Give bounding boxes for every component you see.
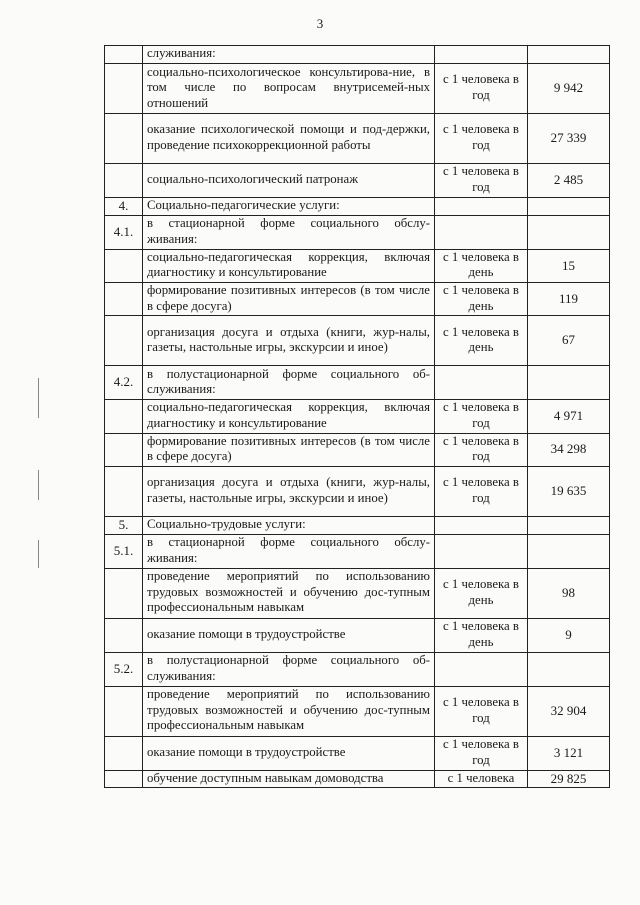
table-row [105, 686, 610, 736]
unit-cell: с 1 человека в день [435, 283, 528, 316]
table-row [105, 164, 610, 198]
service-name-cell: в полустационарной форме социального об-служивания: [143, 652, 435, 686]
service-name-cell: Социально-трудовые услуги: [143, 516, 435, 534]
row-number-cell [105, 466, 143, 516]
service-name-cell: в стационарной форме социального обслу-живания: [143, 534, 435, 568]
service-name-cell: оказание психологической помощи и под-держки, проведение психокоррекционной работы [143, 114, 435, 164]
unit-cell: с 1 человека в год [435, 433, 528, 466]
tariff-value-cell: 9 942 [528, 64, 610, 114]
table-row [105, 652, 610, 686]
row-number-cell: 4.1. [105, 215, 143, 249]
unit-cell: с 1 человека в год [435, 400, 528, 433]
tariff-value-cell: 2 485 [528, 164, 610, 198]
unit-cell: с 1 человека [435, 770, 528, 788]
row-number-cell [105, 568, 143, 618]
service-name-cell: оказание помощи в трудоустройстве [143, 618, 435, 652]
tariff-value-cell: 3 121 [528, 736, 610, 770]
table-row [105, 283, 610, 316]
service-name-cell: социально-педагогическая коррекция, включая диагностику и консультирование [143, 249, 435, 282]
unit-cell: с 1 человека в год [435, 64, 528, 114]
row-number-cell: 5. [105, 516, 143, 534]
row-number-cell [105, 736, 143, 770]
unit-cell [435, 366, 528, 400]
tariff-value-cell [528, 46, 610, 64]
table-row [105, 400, 610, 433]
row-number-cell: 4.2. [105, 366, 143, 400]
unit-cell [435, 652, 528, 686]
service-name-cell: формирование позитивных интересов (в том числе в сфере досуга) [143, 433, 435, 466]
table-row [105, 215, 610, 249]
table-row [105, 433, 610, 466]
tariff-value-cell: 9 [528, 618, 610, 652]
row-number-cell [105, 400, 143, 433]
row-number-cell [105, 618, 143, 652]
tariff-value-cell: 29 825 [528, 770, 610, 788]
unit-cell: с 1 человека в год [435, 686, 528, 736]
tariff-value-cell: 34 298 [528, 433, 610, 466]
table-row [105, 770, 610, 788]
tariff-value-cell: 67 [528, 316, 610, 366]
row-number-cell [105, 686, 143, 736]
row-number-cell [105, 249, 143, 282]
table-row [105, 534, 610, 568]
tariff-value-cell [528, 534, 610, 568]
service-name-cell: социально-психологическое консультирова-ние, в том числе по вопросам внутрисемей-ных отношений [143, 64, 435, 114]
table-row [105, 64, 610, 114]
row-number-cell [105, 164, 143, 198]
service-name-cell: Социально-педагогические услуги: [143, 198, 435, 216]
unit-cell: с 1 человека в год [435, 164, 528, 198]
row-number-cell [105, 114, 143, 164]
unit-cell: с 1 человека в год [435, 466, 528, 516]
unit-cell [435, 534, 528, 568]
service-name-cell: социально-психологический патронаж [143, 164, 435, 198]
table-body [105, 46, 610, 788]
unit-cell: с 1 человека в год [435, 114, 528, 164]
unit-cell [435, 46, 528, 64]
unit-cell [435, 516, 528, 534]
tariff-value-cell [528, 516, 610, 534]
page-number: 3 [316, 16, 324, 31]
unit-cell: с 1 человека в день [435, 249, 528, 282]
table-row [105, 736, 610, 770]
table-row [105, 366, 610, 400]
table-row [105, 249, 610, 282]
row-number-cell [105, 770, 143, 788]
service-name-cell: обучение доступным навыкам домоводства [143, 770, 435, 788]
row-number-cell [105, 433, 143, 466]
service-name-cell: оказание помощи в трудоустройстве [143, 736, 435, 770]
row-number-cell [105, 283, 143, 316]
service-name-cell: проведение мероприятий по использованию трудовых возможностей и обучению дос-тупным профессиональным навыкам [143, 568, 435, 618]
table-row [105, 198, 610, 216]
service-name-cell: проведение мероприятий по использованию трудовых возможностей и обучению дос-тупным профессиональным навыкам [143, 686, 435, 736]
unit-cell: с 1 человека в день [435, 618, 528, 652]
row-number-cell [105, 316, 143, 366]
tariff-value-cell [528, 652, 610, 686]
unit-cell [435, 198, 528, 216]
unit-cell: с 1 человека в день [435, 316, 528, 366]
tariff-value-cell: 19 635 [528, 466, 610, 516]
service-name-cell: формирование позитивных интересов (в том числе в сфере досуга) [143, 283, 435, 316]
tariff-value-cell: 119 [528, 283, 610, 316]
unit-cell [435, 215, 528, 249]
services-tariff-table [104, 45, 610, 788]
table-row [105, 466, 610, 516]
row-number-cell: 5.2. [105, 652, 143, 686]
service-name-cell: служивания: [143, 46, 435, 64]
tariff-value-cell [528, 198, 610, 216]
tariff-value-cell: 4 971 [528, 400, 610, 433]
table-row [105, 316, 610, 366]
service-name-cell: организация досуга и отдыха (книги, жур-налы, газеты, настольные игры, экскурсии и иное) [143, 466, 435, 516]
unit-cell: с 1 человека в день [435, 568, 528, 618]
row-number-cell [105, 64, 143, 114]
row-number-cell: 5.1. [105, 534, 143, 568]
tariff-value-cell [528, 366, 610, 400]
service-name-cell: организация досуга и отдыха (книги, жур-налы, газеты, настольные игры, экскурсии и иное) [143, 316, 435, 366]
tariff-value-cell [528, 215, 610, 249]
table-row [105, 568, 610, 618]
table-row [105, 516, 610, 534]
tariff-value-cell: 98 [528, 568, 610, 618]
tariff-value-cell: 15 [528, 249, 610, 282]
table-row [105, 618, 610, 652]
row-number-cell: 4. [105, 198, 143, 216]
service-name-cell: социально-педагогическая коррекция, включая диагностику и консультирование [143, 400, 435, 433]
service-name-cell: в стационарной форме социального обслу-живания: [143, 215, 435, 249]
table-row [105, 114, 610, 164]
service-name-cell: в полустационарной форме социального об-служивания: [143, 366, 435, 400]
unit-cell: с 1 человека в год [435, 736, 528, 770]
row-number-cell [105, 46, 143, 64]
tariff-value-cell: 27 339 [528, 114, 610, 164]
table-row [105, 46, 610, 64]
tariff-value-cell: 32 904 [528, 686, 610, 736]
